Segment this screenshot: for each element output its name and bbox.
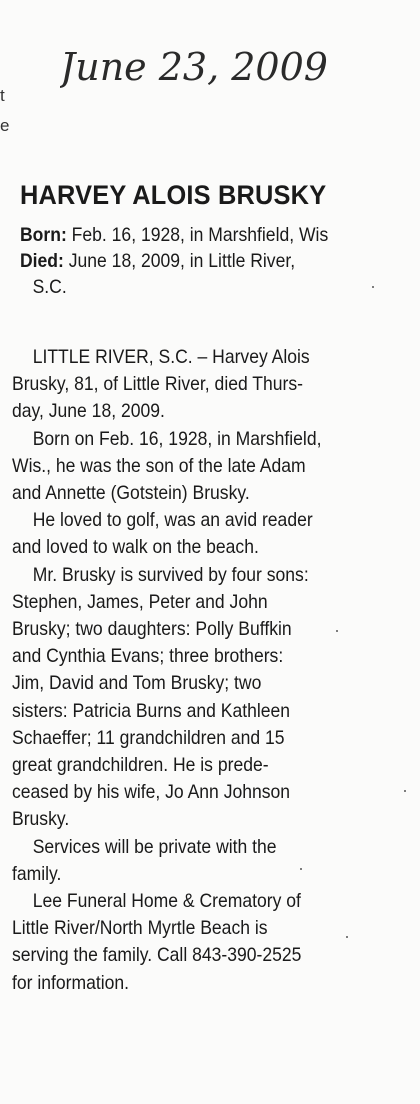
born-value: Feb. 16, 1928, in Marshfield, Wis — [71, 224, 329, 246]
body-line: Brusky; two daughters: Polly Buffkin — [12, 618, 292, 641]
obituary-vitals — [20, 222, 380, 300]
body-line: Services will be private with the — [32, 835, 277, 858]
body-line: for information. — [12, 971, 130, 994]
scan-speck — [300, 868, 302, 870]
body-line: sisters: Patricia Burns and Kathleen — [12, 699, 291, 722]
body-line: Born on Feb. 16, 1928, in Marshfield, — [32, 427, 322, 450]
body-line: serving the family. Call 843-390-2525 — [12, 944, 302, 967]
body-line: and Cynthia Evans; three brothers: — [12, 645, 284, 668]
body-line: and Annette (Gotstein) Brusky. — [12, 482, 250, 505]
margin-fragment-1: t — [0, 86, 5, 105]
body-line: and loved to walk on the beach. — [12, 536, 259, 559]
body-line: Lee Funeral Home & Crematory of — [32, 890, 301, 913]
scan-speck — [404, 790, 406, 792]
died-line — [20, 248, 380, 274]
handwritten-date-text: June 23, 2009 — [60, 45, 328, 89]
body-line: Brusky, 81, of Little River, died Thurs- — [12, 373, 304, 396]
body-line: LITTLE RIVER, S.C. – Harvey Alois — [32, 346, 310, 368]
body-line: Brusky. — [12, 808, 70, 831]
died-value: June 18, 2009, in Little River, — [68, 250, 296, 272]
body-line: family. — [12, 862, 62, 885]
obituary-name-heading: HARVEY ALOIS BRUSKY — [20, 180, 327, 210]
body-line: He loved to golf, was an avid reader — [32, 509, 313, 532]
body-line: Stephen, James, Peter and John — [12, 590, 268, 613]
handwritten-date — [60, 30, 400, 100]
scan-speck — [336, 630, 338, 632]
margin-fragment-2: e — [0, 116, 10, 135]
body-line: day, June 18, 2009. — [12, 400, 165, 423]
body-line: Schaeffer; 11 grandchildren and 15 — [12, 726, 285, 749]
body-line: Mr. Brusky is survived by four sons: — [32, 563, 309, 586]
born-label: Born: — [20, 224, 67, 246]
obituary-body — [12, 344, 406, 997]
died-value-continued: S.C. — [32, 276, 67, 298]
died-label: Died: — [20, 250, 64, 272]
body-line: Jim, David and Tom Brusky; two — [12, 672, 262, 695]
body-line: Wis., he was the son of the late Adam — [12, 454, 306, 477]
scan-speck — [372, 286, 374, 288]
body-line: Little River/North Myrtle Beach is — [12, 917, 268, 940]
scan-speck — [346, 936, 348, 938]
born-line — [20, 222, 380, 248]
body-line: great grandchildren. He is prede- — [12, 754, 269, 777]
body-line: ceased by his wife, Jo Ann Johnson — [12, 781, 291, 804]
